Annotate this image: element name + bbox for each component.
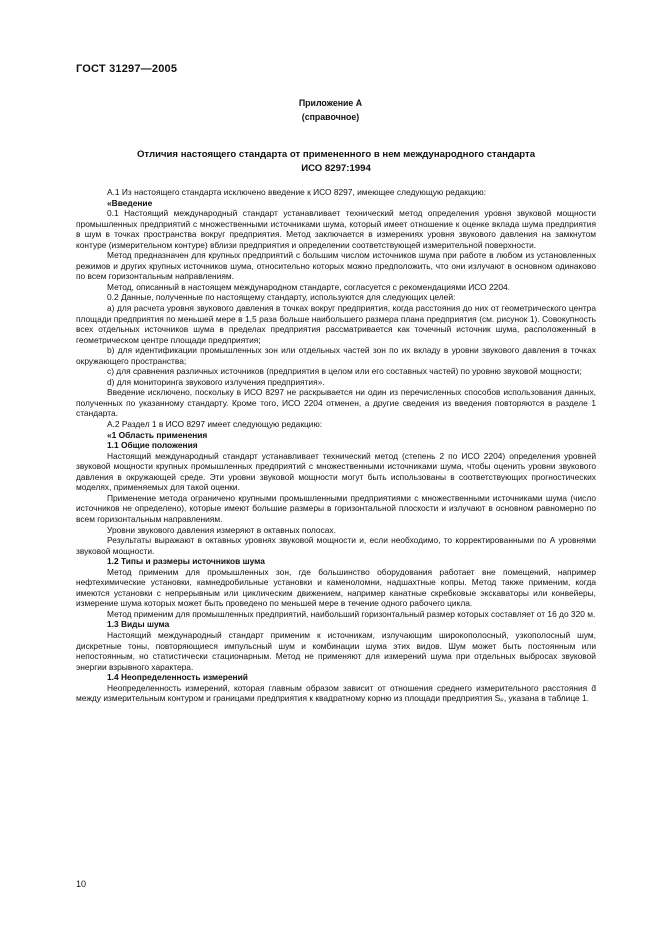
title-line-2: ИСО 8297:1994	[301, 162, 371, 174]
paragraph: Метод применим для промышленных зон, где большинство оборудования работает вне помещений, например нефтехимические установки, камнедробильные установки и каменоломни, надшахтные копры. Метод также применим, когда имеются установки с непрерывным или циклическим движением, например канатные скребковые экскаваторы или конвейеры, измерение шума которых может быть проведено по меньшей мере в течение одного рабочего цикла.	[76, 566, 596, 609]
section-title	[76, 148, 596, 175]
paragraph: Настоящий международный стандарт применим к источникам, излучающим широкополосный, узкополосный шум, дискретные тоны, повторяющиеся импульсный шум и комбинации шума этих видов. Шум может быть постоянным или непостоянным, но статистически стационарным. Метод не применяют для измерений шума при отдельных выбросах звуковой энергии взрывного характера.	[76, 629, 596, 672]
paragraph: Уровни звукового давления измеряют в октавных полосах.	[107, 524, 336, 535]
paragraph: А.2 Раздел 1 в ИСО 8297 имеет следующую редакцию:	[107, 419, 323, 430]
paragraph: Введение исключено, поскольку в ИСО 8297 не раскрывается ни один из перечисленных способов использования данных, полученных по указанному стандарту. Кроме того, ИСО 2204 отменен, а другие сведения из введения повторяются в разделе 1 стандарта.	[76, 387, 596, 419]
annex-note: (справочное)	[301, 112, 360, 122]
section-heading: 1.3 Виды шума	[107, 619, 170, 630]
section-heading: «1 Область применения	[107, 429, 208, 440]
section-heading: 1.2 Типы и размеры источников шума	[107, 556, 265, 567]
paragraph: Метод применим для промышленных предприятий, наибольший горизонтальный размер которых составляет от 16 до 320 м.	[107, 608, 596, 619]
section-heading: 1.4 Неопределенность измерений	[107, 672, 248, 683]
paragraph: b) для идентификации промышленных зон или отдельных частей зон по их вкладу в уровни звукового давления в точках окружающего пространства;	[76, 345, 596, 366]
paragraph: 0.2 Данные, полученные по настоящему стандарту, используются для следующих целей:	[107, 292, 456, 303]
paragraph: Неопределенность измерений, которая главным образом зависит от отношения среднего измерительного расстояния d̄ между измерительным контуром и границами предприятия к квадратному корню из площади предприятия Sₚ, указана в таблице 1.	[76, 682, 596, 704]
standard-header: ГОСТ 31297—2005	[76, 63, 178, 75]
annex-label: Приложение А	[298, 98, 363, 108]
section-heading: 1.1 Общие положения	[107, 440, 198, 451]
paragraph: Метод, описанный в настоящем международном стандарте, согласуется с рекомендациями ИСО 2204.	[107, 281, 510, 292]
paragraph: 0.1 Настоящий международный стандарт устанавливает технический метод определения уровня звуковой мощности промышленных предприятий с множественными источниками шума, который имеет отношение к оценке вклада шума предприятия в шум в точках пространства вокруг предприятия. Метод заключается в измерениях уровня звукового давления на замкнутом контуре (измерительном контуре) вблизи предприятия и определении соответствующей измерительной поверхности.	[76, 208, 596, 250]
paragraph: Настоящий международный стандарт устанавливает технический метод (степень 2 по ИСО 2204) определения уровней звуковой мощности крупных промышленных предприятий с множественными источниками шума, чтобы оценить уровни звукового давления в окружающей среде. Эти уровни звуковой мощности могут быть использованы в соответствующих прогностических моделях, применяемых для такой оценки.	[76, 450, 596, 493]
document-body	[76, 187, 596, 704]
section-heading: «Введение	[107, 197, 153, 208]
paragraph: А.1 Из настоящего стандарта исключено введение к ИСО 8297, имеющее следующую редакцию:	[107, 187, 487, 197]
paragraph: Метод предназначен для крупных предприятий с большим числом источников шума при работе в любом из установленных режимов и других крупных источников шума, относительно которых можно предположить, что они излучают в основном одинаково по всем горизонтальным направлениям.	[76, 250, 596, 282]
annex-heading	[0, 96, 661, 124]
paragraph: с) для сравнения различных источников (предприятия в целом или его составных частей) по уровню звуковой мощности;	[107, 366, 582, 377]
paragraph: d) для мониторинга звукового излучения предприятия».	[107, 376, 325, 387]
page-number: 10	[76, 879, 87, 889]
title-line-1: Отличия настоящего стандарта от примененного в нем международного стандарта	[136, 149, 536, 160]
paragraph: Применение метода ограничено крупными промышленными предприятиями с множественными источниками шума (число источников не определено), которые имеют большие размеры в горизонтальной плоскости и излучают в основном равномерно по всем горизонтальным направлениям.	[76, 492, 596, 524]
paragraph: Результаты выражают в октавных уровнях звуковой мощности и, если необходимо, то корректированными по А уровнями звуковой мощности.	[76, 535, 596, 556]
paragraph: а) для расчета уровня звукового давления в точках вокруг предприятия, когда расстояния до них от геометрического центра площади предприятия по меньшей мере в 1,5 раза больше наибольшего размера плана предприятия (см. рисунок 1). Совокупность всех отдельных источников шума в пределах предприятия рассматривается как точечный источник шума, расположенный в геометрическом центре площади предприятия;	[76, 303, 596, 345]
